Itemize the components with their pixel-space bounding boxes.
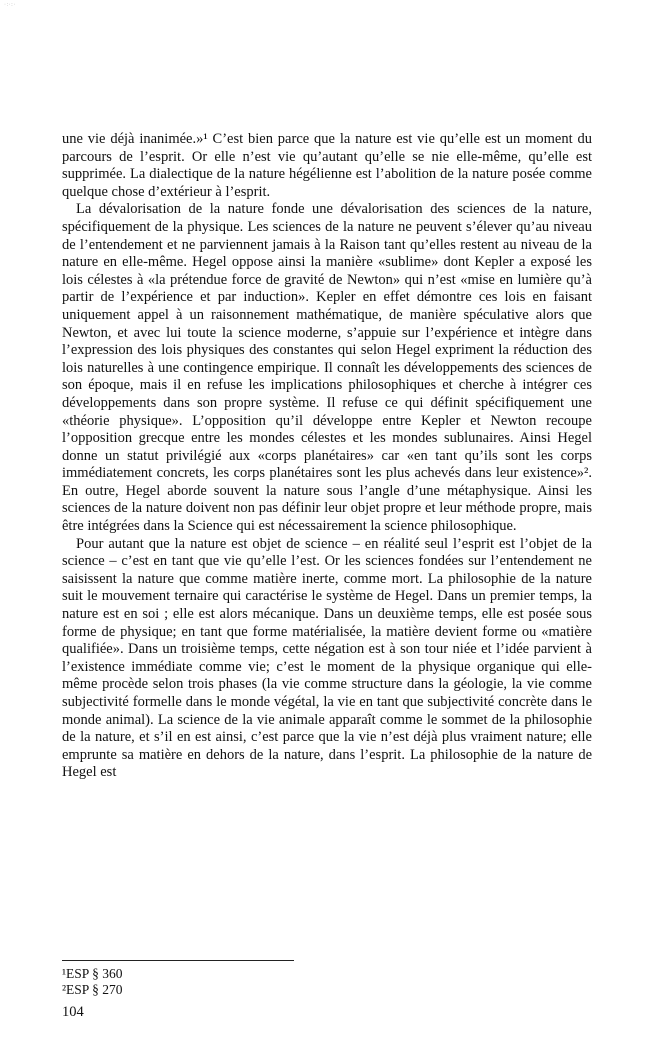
page-number: 104 xyxy=(62,1004,84,1020)
footnote-2: ²ESP § 270 xyxy=(62,982,123,997)
paragraph-continuation: une vie déjà inanimée.»¹ C’est bien parce que la nature est vie qu’elle est un moment du parcours de l’esprit. Or elle n’est vie qu’autant qu’elle se nie elle-même, qu’elle est supprimée. La dialectique de la nature hégélienne est l’abolition de la nature posée comme quelque chose d’extérieur à l’esprit. xyxy=(62,131,592,200)
paragraph-devalorisation: La dévalorisation de la nature fonde une dévalorisation des sciences de la nature, spécifiquement de la physique. Les sciences de la nature ne peuvent s’élever qu’au niveau de l’entendement et ne parviennent jamais à la Raison tant qu’elles restent au niveau de la nature en elle-même. Hegel oppose ainsi la manière «sublime» dont Kepler a exposé les lois célestes à «la prétendue force de gravité de Newton» qui n’est «mise en lumière qu’à partir de l’expérience et par induction». Kepler en effet démontre ces lois en faisant uniquement appel à un raisonnement mathématique, de manière spéculative alors que Newton, et avec lui toute la science moderne, s’appuie sur l’expérience et intègre dans l’expression des lois physiques des constantes qui selon Hegel expriment la réduction des lois naturelles à une contingence empirique. Il connaît les développements des sciences de son époque, mais il en refuse les implications philosophiques et cherche à intégrer ces développements dans son propre système. Il refuse ce qui définit spécifiquement une «théorie physique». L’opposition qu’il développe entre Kepler et Newton recoupe l’opposition grecque entre les mondes célestes et les mondes sublunaires. Ainsi Hegel donne un statut privilégié aux «corps planétaires» car «en tant qu’ils sont les corps immédiatement concrets, les corps planétaires sont les plus achevés dans leur existence»². En outre, Hegel aborde souvent la nature sous l’angle d’une métaphysique. Ainsi les sciences de la nature doivent non pas définir leur objet propre et leur méthode propre, mais être intégrées dans la Science qui est nécessairement la science philosophique. xyxy=(62,201,592,535)
body-text xyxy=(62,131,592,782)
footnotes xyxy=(62,966,123,998)
paragraph-nature-objet-science: Pour autant que la nature est objet de science – en réalité seul l’esprit est l’objet de la science – c’est en tant que vie qu’elle l’est. Or les sciences fondées sur l’entendement ne saisissent la nature que comme matière inerte, comme mort. La philosophie de la nature suit le mouvement ternaire qui caractérise le système de Hegel. Dans un premier temps, la nature est en soi ; elle est alors mécanique. Dans un deuxième temps, elle est posée sous forme de physique; en tant que forme matérialisée, la matière devient forme ou «matière qualifiée». Dans un troisième temps, cette négation est à son tour niée et l’idée parvient à l’existence immédiate comme vie; c’est le moment de la physique organique qui elle-même procède selon trois phases (la vie comme structure dans la géologie, la vie comme subjectivité formelle dans le monde végétal, la vie en tant que subjectivité concrète dans le monde animal). La science de la vie animale apparaît comme le sommet de la philosophie de la nature, et s’il en est ainsi, c’est parce que la vie n’est déjà plus vraiment nature; elle emprunte sa matière en dehors de la nature, dans l’esprit. La philosophie de la nature de Hegel est xyxy=(62,535,592,781)
footnote-separator xyxy=(62,960,294,961)
scan-corner-mark: ·:·:· xyxy=(4,2,16,8)
footnote-1: ¹ESP § 360 xyxy=(62,966,123,981)
